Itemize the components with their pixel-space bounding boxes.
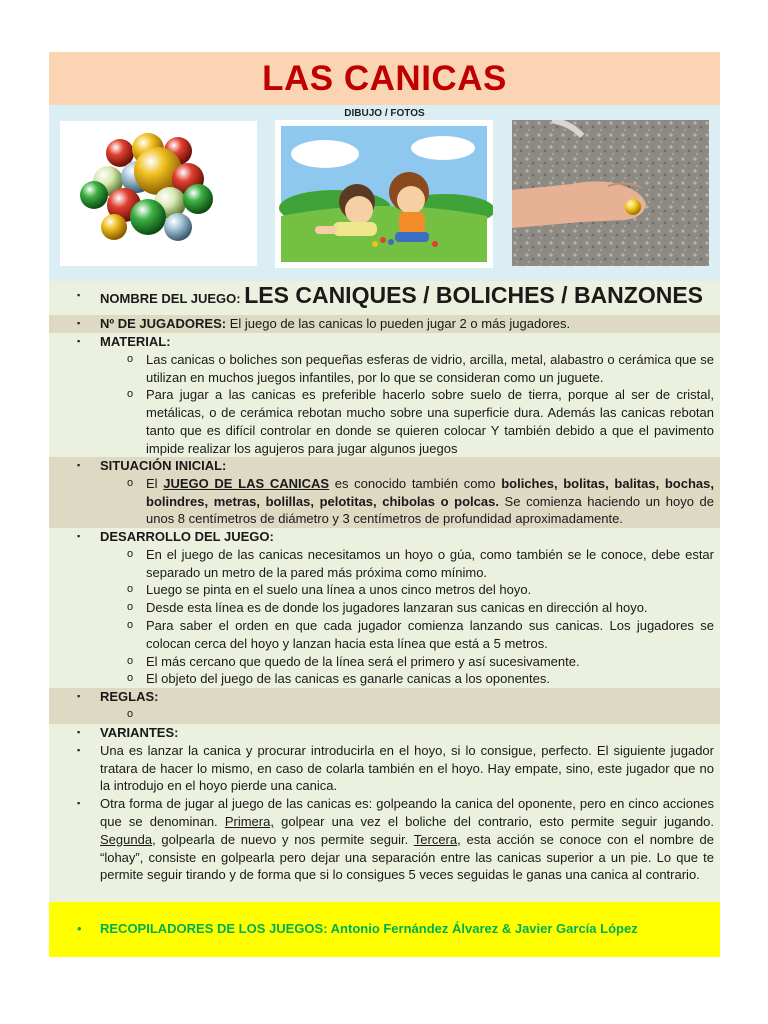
list-item: o Para saber el orden en que cada jugador comienza lanzando sus canicas. Los jugadores se colocan cerca del hoyo y lanzan hacia esta línea que está a 5 metros. (127, 617, 714, 651)
circle-bullet-icon: o (127, 476, 134, 489)
bullet-icon: ▪ (77, 336, 81, 346)
circle-bullet-icon: o (127, 672, 134, 685)
circle-bullet-icon: o (127, 654, 134, 667)
photo-caption: DIBUJO / FOTOS (344, 108, 425, 119)
development-label: DESARROLLO DEL JUEGO: (100, 529, 274, 544)
page-title: LAS CANICAS (262, 58, 507, 98)
compilers-section (49, 902, 720, 957)
bullet-icon: ▪ (77, 744, 81, 755)
circle-bullet-icon: o (127, 388, 134, 401)
game-name-label: NOMBRE DEL JUEGO: (100, 291, 241, 306)
material-label: MATERIAL: (100, 334, 171, 349)
list-item: ▪ Una es lanzar la canica y procurar introducirla en el hoyo, si lo consigue, perfecto. El siguiente jugador tratara de hacer lo mismo, en caso de colarla también en el hoyo. Hay empate, sino, este jugador que no la introdujo en el hoyo pierde una canica. (77, 742, 714, 794)
children-drawing (275, 120, 493, 268)
title-band (49, 52, 720, 105)
variants-section (49, 724, 720, 902)
list-item: o En el juego de las canicas necesitamos un hoyo o gúa, como también se le conoce, debe estar separado un metro de la pared más próxima como mínimo. (127, 546, 714, 580)
players-label: Nº DE JUGADORES: (100, 316, 227, 331)
circle-bullet-icon: o (127, 618, 134, 631)
children-illustration (275, 120, 493, 268)
circle-bullet-icon: o (127, 583, 134, 596)
list-item: o El más cercano que quedo de la línea será el primero y así sucesivamente. (127, 653, 580, 669)
photo-band (49, 105, 720, 281)
bullet-icon: ▪ (77, 531, 81, 541)
bullet-icon: ▪ (77, 318, 81, 328)
players-section (49, 315, 720, 333)
material-section (49, 333, 720, 457)
development-section (49, 528, 720, 688)
list-item: o Para jugar a las canicas es preferible hacerlo sobre suelo de tierra, porque al ser de cristal, metálicas, o de cerámica rebotan mucho sobre una superficie dura. Además las canicas rebotan tanto que es difícil controlar en donde se quieren colocar Y también debido a que el pavimento impide realizar los agujeros para jugar algunos juegos (127, 387, 714, 456)
players-value: El juego de las canicas lo pueden jugar 2 o más jugadores. (229, 316, 571, 331)
marbles-illustration (60, 121, 257, 266)
game-link-text[interactable]: JUEGO DE LAS CANICAS (163, 475, 330, 491)
circle-bullet-icon: o (127, 547, 134, 560)
rules-label: REGLAS: (100, 689, 159, 704)
rules-section (49, 688, 720, 724)
hand-illustration (512, 120, 709, 266)
game-name-section (49, 281, 720, 315)
hand-marble-photo (512, 120, 709, 266)
game-name-value: LES CANIQUES / BOLICHES / BANZONES (244, 282, 703, 308)
bullet-icon: ▪ (77, 798, 81, 809)
bullet-icon: ▪ (77, 460, 81, 470)
compilers-text: RECOPILADORES DE LOS JUEGOS: Antonio Fernández Álvarez & Javier García López (100, 921, 638, 936)
bullet-icon: ▪ (77, 691, 81, 701)
variants-label: VARIANTES: (100, 725, 179, 740)
circle-bullet-icon: o (127, 601, 134, 614)
list-item: o El JUEGO DE LAS CANICAS es conocido también como boliches, bolitas, balitas, bochas, bolindres, metras, bolillas, pelotitas, chibolas o polcas. Se comienza haciendo un hoyo de unos 8 centímetros de diámetro y 3 centímetros de profundidad aproximadamente. (127, 475, 715, 527)
list-item: o Luego se pinta en el suelo una línea a unos cinco metros del hoyo. (127, 582, 532, 598)
list-item: o Desde esta línea es de donde los jugadores lanzaran sus canicas en dirección al hoyo. (127, 600, 648, 616)
bullet-icon: ▪ (77, 727, 81, 737)
initial-situation-section (49, 457, 720, 528)
situation-label: SITUACIÓN INICIAL: (100, 458, 227, 473)
list-item: o Las canicas o boliches son pequeñas esferas de vidrio, arcilla, metal, alabastro o cerámica que se utilizan en muchos juegos infantiles, por lo que se consideran como un juguete. (127, 351, 714, 385)
document (49, 52, 720, 957)
bullet-icon: ▪ (77, 290, 81, 300)
dot-bullet-icon: • (77, 921, 82, 936)
circle-bullet-icon: o (127, 707, 134, 720)
list-item: o El objeto del juego de las canicas es ganarle canicas a los oponentes. (127, 671, 550, 687)
circle-bullet-icon: o (127, 352, 134, 365)
marbles-photo (60, 121, 257, 266)
list-item: ▪ Otra forma de jugar al juego de las canicas es: golpeando la canica del oponente, pero en cinco acciones que se denominan. Primera, golpear una vez el boliche del contrario, esto permite seguir jugando. Segunda, golpearla de nuevo y nos permite seguir. Tercera, esta acción se conoce con el nombre de “lohay”, consiste en golpearla pero dejar una separación entre las canicas superior a un pie. Lo que te permite seguir tirando y de forma que si lo consigues 5 veces seguidas le ganas una canica al contrario. (77, 796, 714, 883)
